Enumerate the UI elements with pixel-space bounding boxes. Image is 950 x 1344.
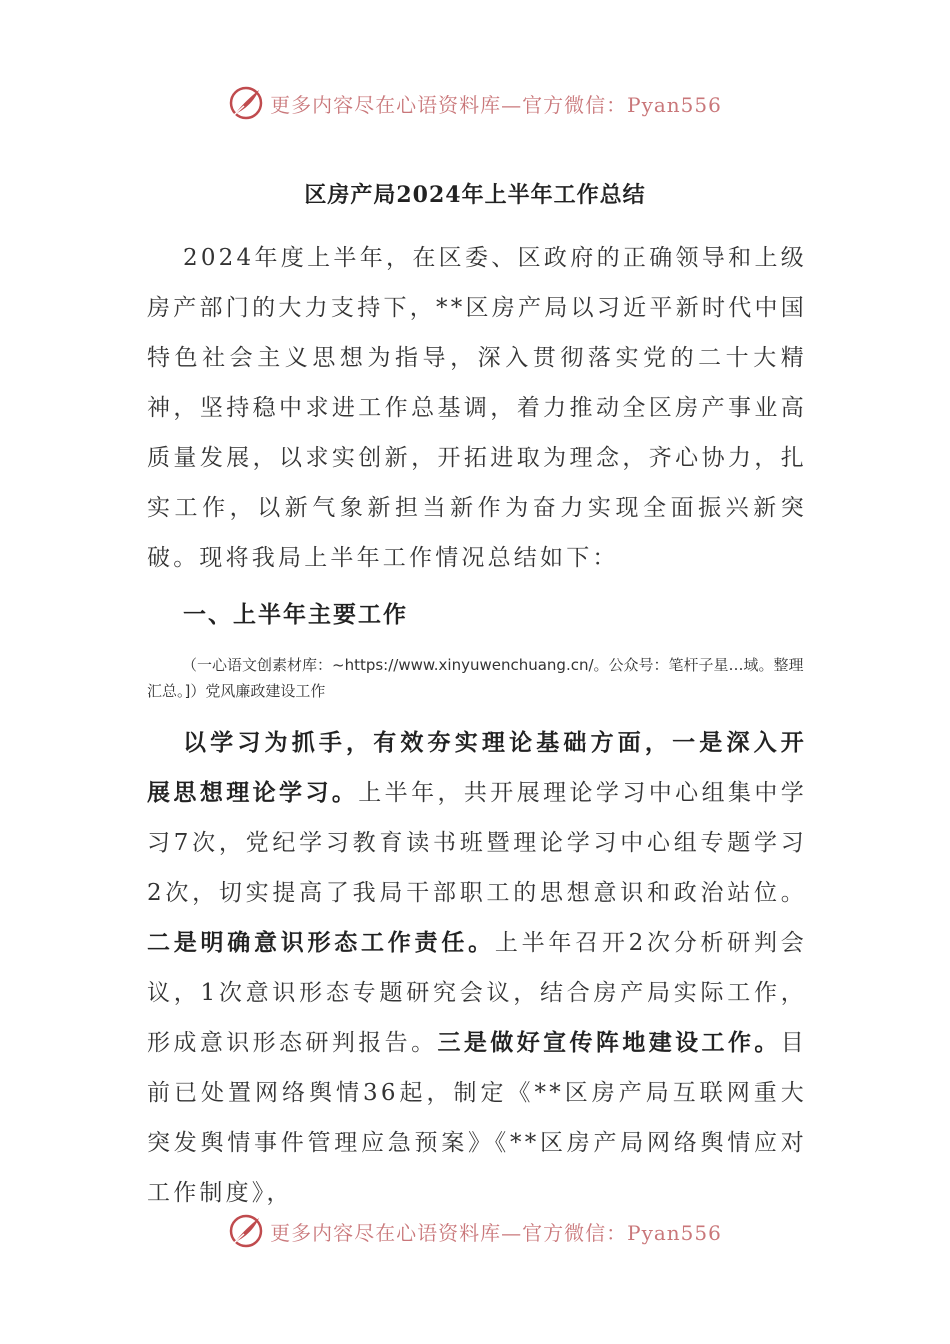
- point-two-bold: 二是明确意识形态工作责任。: [147, 929, 495, 956]
- quill-pen-icon: [228, 1213, 264, 1249]
- header-banner: [0, 78, 950, 128]
- banner-text: 更多内容尽在心语资料库—官方微信：Pyan556: [270, 1220, 722, 1245]
- paragraph-text: 目前已处置网络舆情36起，制定《**区房产局互联网重大突发舆情事件管理应急预案》《**区房产局网络舆情应对工作制度》，: [147, 1030, 807, 1206]
- quill-pen-icon: [228, 85, 264, 121]
- point-three-bold: 三是做好宣传阵地建设工作。: [437, 1029, 781, 1056]
- intro-paragraph: 2024年度上半年，在区委、区政府的正确领导和上级房产部门的大力支持下，**区房产局以习近平新时代中国特色社会主义思想为指导，深入贯彻落实党的二十大精神，坚持稳中求进工作总基调，着力推动全区房产事业高质量发展，以求实创新，开拓进取为理念，齐心协力，扎实工作，以新气象新担当新作为奋力实现全面振兴新突破。现将我局上半年工作情况总结如下：: [147, 245, 807, 571]
- paragraph-text: 上半年，共开展理论学习中心组集中学习7次，党纪学习教育读书班暨理论学习中心组专题学习2次，切实提高了我局干部职工的思想意识和政治站位。: [147, 780, 807, 906]
- banner-text: 更多内容尽在心语资料库—官方微信：Pyan556: [270, 92, 722, 117]
- footer-banner: [0, 1206, 950, 1256]
- source-note: （一心语文创素材库：~https://www.xinyuwenchuang.cn/。公众号：笔杆子星…域。整理汇总。]）党风廉政建设工作: [147, 656, 804, 700]
- party-work-paragraph: [147, 718, 807, 1218]
- section-heading: 一、上半年主要工作: [183, 601, 408, 628]
- document-title: 区房产局2024年上半年工作总结: [304, 182, 646, 208]
- lead-bold-text: 以学习为抓手，有效夯实理论基础方面，一是深入开展思想理论学习。: [147, 729, 807, 806]
- paragraph-text: 上半年召开2次分析研判会议，1次意识形态专题研究会议，结合房产局实际工作，形成意识形态研判报告。: [147, 930, 807, 1056]
